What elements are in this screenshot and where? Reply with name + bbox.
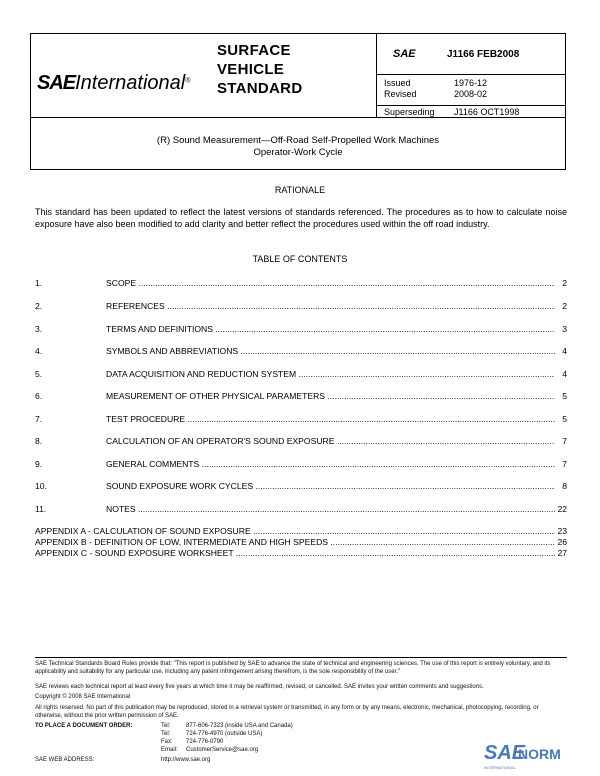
footer-rights: All rights reserved. No part of this publication may be reproduced, stored in a retrieval system or transmitted, in any form or by any means, electronic, mechanical, photocopying, recording, or otherwise, without the prior written permission of SAE. bbox=[35, 705, 539, 719]
standard-type bbox=[217, 41, 302, 98]
watermark-norm: NORM bbox=[518, 746, 561, 762]
toc-page: 7 bbox=[562, 436, 567, 446]
toc-label: NOTES ..... bbox=[106, 503, 555, 515]
footer-divider bbox=[35, 657, 567, 658]
toc-page: 2 bbox=[562, 301, 567, 311]
appendix-label: APPENDIX B - DEFINITION OF LOW, INTERMEDIATE AND HIGH SPEEDS ..... bbox=[35, 537, 555, 548]
revised-value: 2008-02 bbox=[454, 89, 488, 99]
toc-item[interactable] bbox=[35, 300, 567, 312]
document-subject bbox=[30, 118, 566, 170]
subject-title: (R) Sound Measurement—Off-Road Self-Propelled Work Machines bbox=[156, 135, 440, 146]
fax-value: 724-776-0790 bbox=[186, 739, 224, 745]
toc-item[interactable] bbox=[35, 480, 567, 492]
toc-number: 7. bbox=[35, 414, 43, 424]
appendix-page: 27 bbox=[557, 548, 567, 558]
toc-page: 4 bbox=[562, 346, 567, 356]
footer-review: SAE reviews each technical report at least every five years at which time it may be reaffirmed, revised, or cancelled. SAE invites your written comments and suggestions. bbox=[35, 684, 484, 690]
document-header bbox=[30, 33, 566, 118]
toc-page: 3 bbox=[562, 324, 567, 334]
toc-heading: TABLE OF CONTENTS bbox=[252, 254, 348, 264]
fax-label: Fax: bbox=[161, 739, 173, 745]
watermark-sae-logo: SAE bbox=[484, 742, 526, 764]
sae-small-logo: SAE bbox=[393, 48, 416, 60]
web-label: SAE WEB ADDRESS: bbox=[35, 757, 95, 763]
revised-label: Revised bbox=[384, 89, 417, 99]
toc-item[interactable] bbox=[35, 345, 567, 357]
toc-number: 9. bbox=[35, 459, 43, 469]
appendix-page: 26 bbox=[557, 537, 567, 547]
rationale-text: This standard has been updated to reflect the latest versions of standards referenced. The procedures as to how to calculate noise exposure have also been modified to add clarity and better reflect the procedures used within the off road industry. bbox=[35, 207, 567, 229]
toc-label: MEASUREMENT OF OTHER PHYSICAL PARAMETERS ..... bbox=[106, 390, 555, 402]
toc-number: 2. bbox=[35, 301, 43, 311]
toc-label: TEST PROCEDURE ..... bbox=[106, 413, 555, 425]
toc-page: 22 bbox=[557, 504, 567, 514]
toc-number: 8. bbox=[35, 436, 43, 446]
toc-label: SCOPE ..... bbox=[106, 277, 555, 289]
email-link[interactable]: CustomerService@sae.org bbox=[186, 747, 259, 753]
footer-copyright: Copyright © 2008 SAE International bbox=[35, 694, 131, 700]
web-link[interactable]: http://www.sae.org bbox=[161, 757, 211, 763]
toc-item[interactable] bbox=[35, 323, 567, 335]
toc-number: 6. bbox=[35, 391, 43, 401]
toc-item[interactable] bbox=[35, 390, 567, 402]
toc-number: 10. bbox=[35, 481, 47, 491]
tel-label: Tel: bbox=[161, 723, 171, 729]
toc-item[interactable] bbox=[35, 503, 567, 515]
appendix-label: APPENDIX C - SOUND EXPOSURE WORKSHEET ..... bbox=[35, 548, 555, 559]
issued-label: Issued bbox=[384, 78, 411, 88]
tel-value[interactable]: 877-606-7323 (inside USA and Canada) bbox=[186, 723, 293, 729]
toc-page: 8 bbox=[562, 481, 567, 491]
watermark-tagline: INTERNATIONAL bbox=[484, 765, 516, 770]
toc-number: 5. bbox=[35, 369, 43, 379]
tel2-label: Tel: bbox=[161, 731, 171, 737]
toc-label: DATA ACQUISITION AND REDUCTION SYSTEM ..... bbox=[106, 368, 555, 380]
toc-label: REFERENCES ..... bbox=[106, 300, 555, 312]
issued-value: 1976-12 bbox=[454, 78, 488, 88]
superseding-value: J1166 OCT1998 bbox=[454, 107, 520, 117]
standard-type-line1: SURFACE bbox=[217, 42, 291, 59]
toc-page: 4 bbox=[562, 369, 567, 379]
tel2-value[interactable]: 724-776-4970 (outside USA) bbox=[186, 731, 263, 737]
toc-item[interactable] bbox=[35, 413, 567, 425]
toc-page: 5 bbox=[562, 414, 567, 424]
toc-number: 3. bbox=[35, 324, 43, 334]
toc-label: CALCULATION OF AN OPERATOR'S SOUND EXPOSURE ..... bbox=[106, 435, 555, 447]
superseding-label: Superseding bbox=[384, 107, 435, 117]
logo-sae: SAE bbox=[37, 72, 76, 94]
toc-page: 7 bbox=[562, 459, 567, 469]
email-label: Email: bbox=[161, 747, 178, 753]
toc-page: 5 bbox=[562, 391, 567, 401]
sae-norm-watermark bbox=[484, 742, 594, 772]
sae-international-logo bbox=[37, 72, 190, 95]
header-divider bbox=[376, 105, 566, 106]
toc-appendix[interactable] bbox=[35, 537, 567, 548]
footer-rules: SAE Technical Standards Board Rules provide that: "This report is published by SAE to advance the state of technical and engineering sciences. The use of this report is entirely voluntary, and its applicability and suitability for any particular use, including any patent infringement arising therefrom, is the sole responsibility of the user." bbox=[35, 661, 551, 675]
toc-label: GENERAL COMMENTS ..... bbox=[106, 458, 555, 470]
toc-page: 2 bbox=[562, 278, 567, 288]
appendix-label: APPENDIX A - CALCULATION OF SOUND EXPOSURE ..... bbox=[35, 526, 555, 537]
standard-type-line3: STANDARD bbox=[217, 80, 303, 97]
toc-appendix[interactable] bbox=[35, 526, 567, 537]
toc-number: 4. bbox=[35, 346, 43, 356]
toc-item[interactable] bbox=[35, 368, 567, 380]
toc-label: TERMS AND DEFINITIONS ..... bbox=[106, 323, 555, 335]
toc-appendix[interactable] bbox=[35, 548, 567, 559]
header-divider bbox=[376, 74, 566, 75]
toc-number: 1. bbox=[35, 278, 43, 288]
subject-subtitle: Operator-Work Cycle bbox=[253, 147, 343, 158]
standard-type-line2: VEHICLE bbox=[217, 61, 285, 78]
logo-trademark: ® bbox=[185, 77, 191, 85]
toc-item[interactable] bbox=[35, 435, 567, 447]
toc-number: 11. bbox=[35, 504, 47, 514]
logo-international: International bbox=[75, 72, 186, 94]
document-number: J1166 FEB2008 bbox=[447, 49, 520, 60]
rationale-heading: RATIONALE bbox=[274, 185, 326, 195]
appendix-page: 23 bbox=[557, 526, 567, 536]
toc-label: SYMBOLS AND ABBREVIATIONS ..... bbox=[106, 345, 555, 357]
toc-item[interactable] bbox=[35, 458, 567, 470]
toc-item[interactable] bbox=[35, 277, 567, 289]
order-label: TO PLACE A DOCUMENT ORDER: bbox=[35, 723, 133, 729]
toc-label: SOUND EXPOSURE WORK CYCLES ..... bbox=[106, 480, 555, 492]
